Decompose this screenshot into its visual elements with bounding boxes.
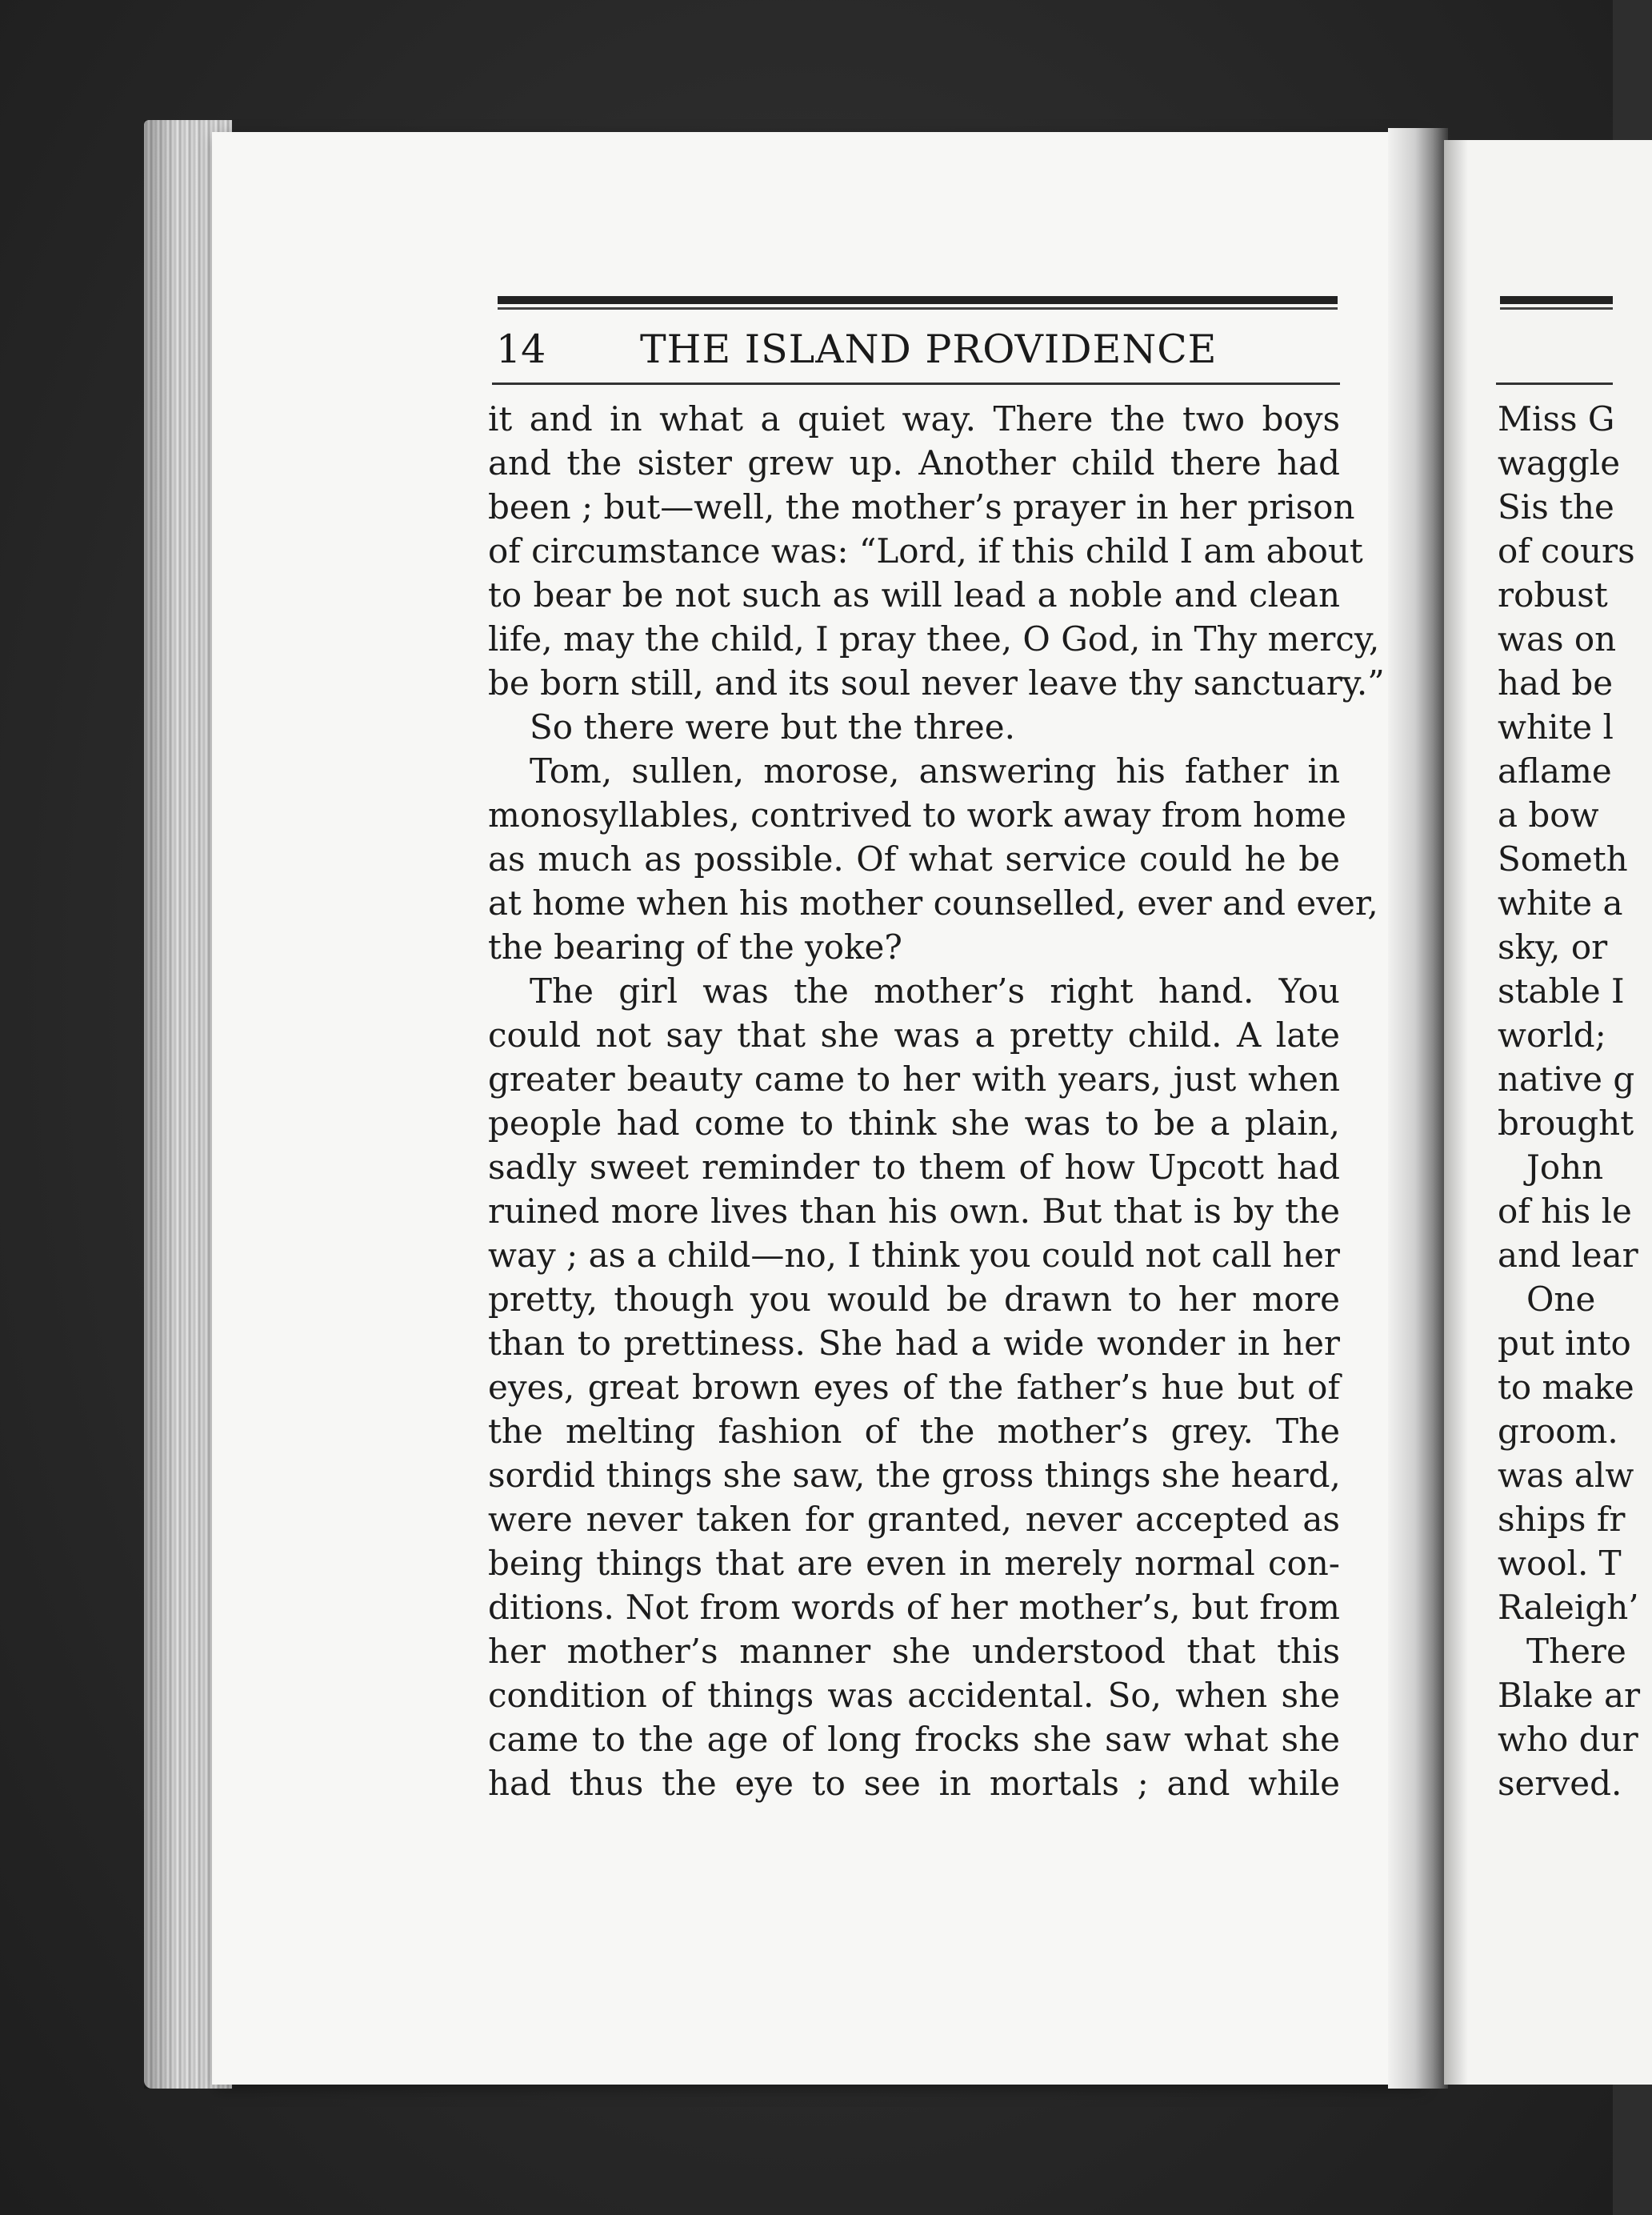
facing-text-line: waggle [1498,443,1621,483]
facing-header-rule-thin [1500,307,1613,310]
facing-text-line: One [1526,1280,1596,1319]
text-line: of circumstance was: “Lord, if this child I am about [488,531,1363,571]
text-line: be born still, and its soul never leave thy sanctuary.” [488,663,1385,703]
facing-text-line: was on [1498,619,1617,659]
text-line: had thus the eye to see in mortals ; and while [488,1764,1340,1803]
text-line: at home when his mother counselled, ever and ever, [488,883,1378,923]
facing-text-line: wool. T [1498,1544,1622,1583]
facing-header-rule-thick [1500,296,1613,304]
text-line: ruined more lives than his own. But that is by the [488,1192,1340,1231]
facing-text-line: a bow [1498,795,1599,835]
facing-text-line: aflame [1498,751,1612,791]
facing-text-line: sky, or [1498,927,1608,967]
text-line: to bear be not such as will lead a noble and clean [488,575,1340,615]
header-rule-under [492,383,1340,385]
text-line: than to prettiness. She had a wide wonder in her [488,1324,1340,1363]
facing-text-line: to make [1498,1368,1634,1407]
text-line: her mother’s manner she understood that this [488,1632,1340,1671]
text-line: came to the age of long frocks she saw what she [488,1720,1340,1759]
text-line: been ; but—well, the mother’s prayer in her prison [488,487,1355,527]
text-line: condition of things was accidental. So, when she [488,1676,1340,1715]
facing-text-line: robust [1498,575,1608,615]
facing-text-line: Blake ar [1498,1676,1641,1715]
facing-text-line: white a [1498,883,1623,923]
text-line: greater beauty came to her with years, just when [488,1059,1340,1099]
page-edges-shadow [144,120,176,2089]
text-line: The girl was the mother’s right hand. You [530,971,1340,1011]
facing-text-line: and lear [1498,1236,1638,1275]
text-line: the bearing of the yoke? [488,927,902,967]
facing-text-line: There [1526,1632,1626,1671]
text-line: ditions. Not from words of her mother’s, but from [488,1588,1340,1627]
facing-text-line: of cours [1498,531,1635,571]
text-line: as much as possible. Of what service could he be [488,839,1340,879]
facing-text-line: Someth [1498,839,1628,879]
facing-text-line: Raleigh’ [1498,1588,1639,1627]
body-text [488,397,1385,1805]
facing-text-line: native g [1498,1059,1635,1099]
facing-text-line: Miss G [1498,399,1615,439]
text-line: Tom, sullen, morose, answering his father in [530,751,1340,791]
facing-text-line: ships fr [1498,1500,1626,1539]
facing-text-line: groom. [1498,1412,1618,1451]
facing-text-line: who dur [1498,1720,1638,1759]
facing-page-text [1498,397,1641,1805]
facing-text-line: John [1526,1148,1604,1187]
text-line: So there were but the three. [530,707,1015,747]
running-head: THE ISLAND PROVIDENCE [640,326,1218,372]
facing-text-line: had be [1498,663,1614,703]
facing-text-line: brought [1498,1103,1634,1143]
text-line: the melting fashion of the mother’s grey. The [488,1412,1340,1451]
facing-text-line: put into [1498,1324,1631,1363]
facing-header-rule-under [1496,383,1613,385]
text-line: and the sister grew up. Another child there had [488,443,1340,483]
text-line: sordid things she saw, the gross things she heard, [488,1456,1341,1495]
text-line: sadly sweet reminder to them of how Upcott had [488,1148,1340,1187]
text-line: pretty, though you would be drawn to her more [488,1280,1340,1319]
facing-text-line: stable I [1498,971,1625,1011]
header-rule-thin [498,307,1338,310]
header-rule-thick [498,296,1338,304]
facing-text-line: white l [1498,707,1614,747]
facing-text-line: served. [1498,1764,1622,1803]
text-line: life, may the child, I pray thee, O God, in Thy mercy, [488,619,1380,659]
facing-text-line: Sis the [1498,487,1614,527]
text-line: people had come to think she was to be a plain, [488,1103,1340,1143]
facing-text-line: was alw [1498,1456,1634,1495]
text-line: eyes, great brown eyes of the father’s hue but of [488,1368,1340,1407]
text-line: being things that are even in merely normal con- [488,1544,1340,1583]
text-line: monosyllables, contrived to work away from home [488,795,1346,835]
text-line: it and in what a quiet way. There the two boys [488,399,1340,439]
text-line: were never taken for granted, never accepted as [488,1500,1340,1539]
text-line: way ; as a child—no, I think you could not call her [488,1236,1340,1275]
book-gutter [1388,128,1448,2089]
page-number: 14 [496,326,546,372]
facing-text-line: of his le [1498,1192,1632,1231]
right-page-shadow [1444,140,1468,2085]
facing-text-line: world; [1498,1015,1606,1055]
text-line: could not say that she was a pretty child. A late [488,1015,1340,1055]
